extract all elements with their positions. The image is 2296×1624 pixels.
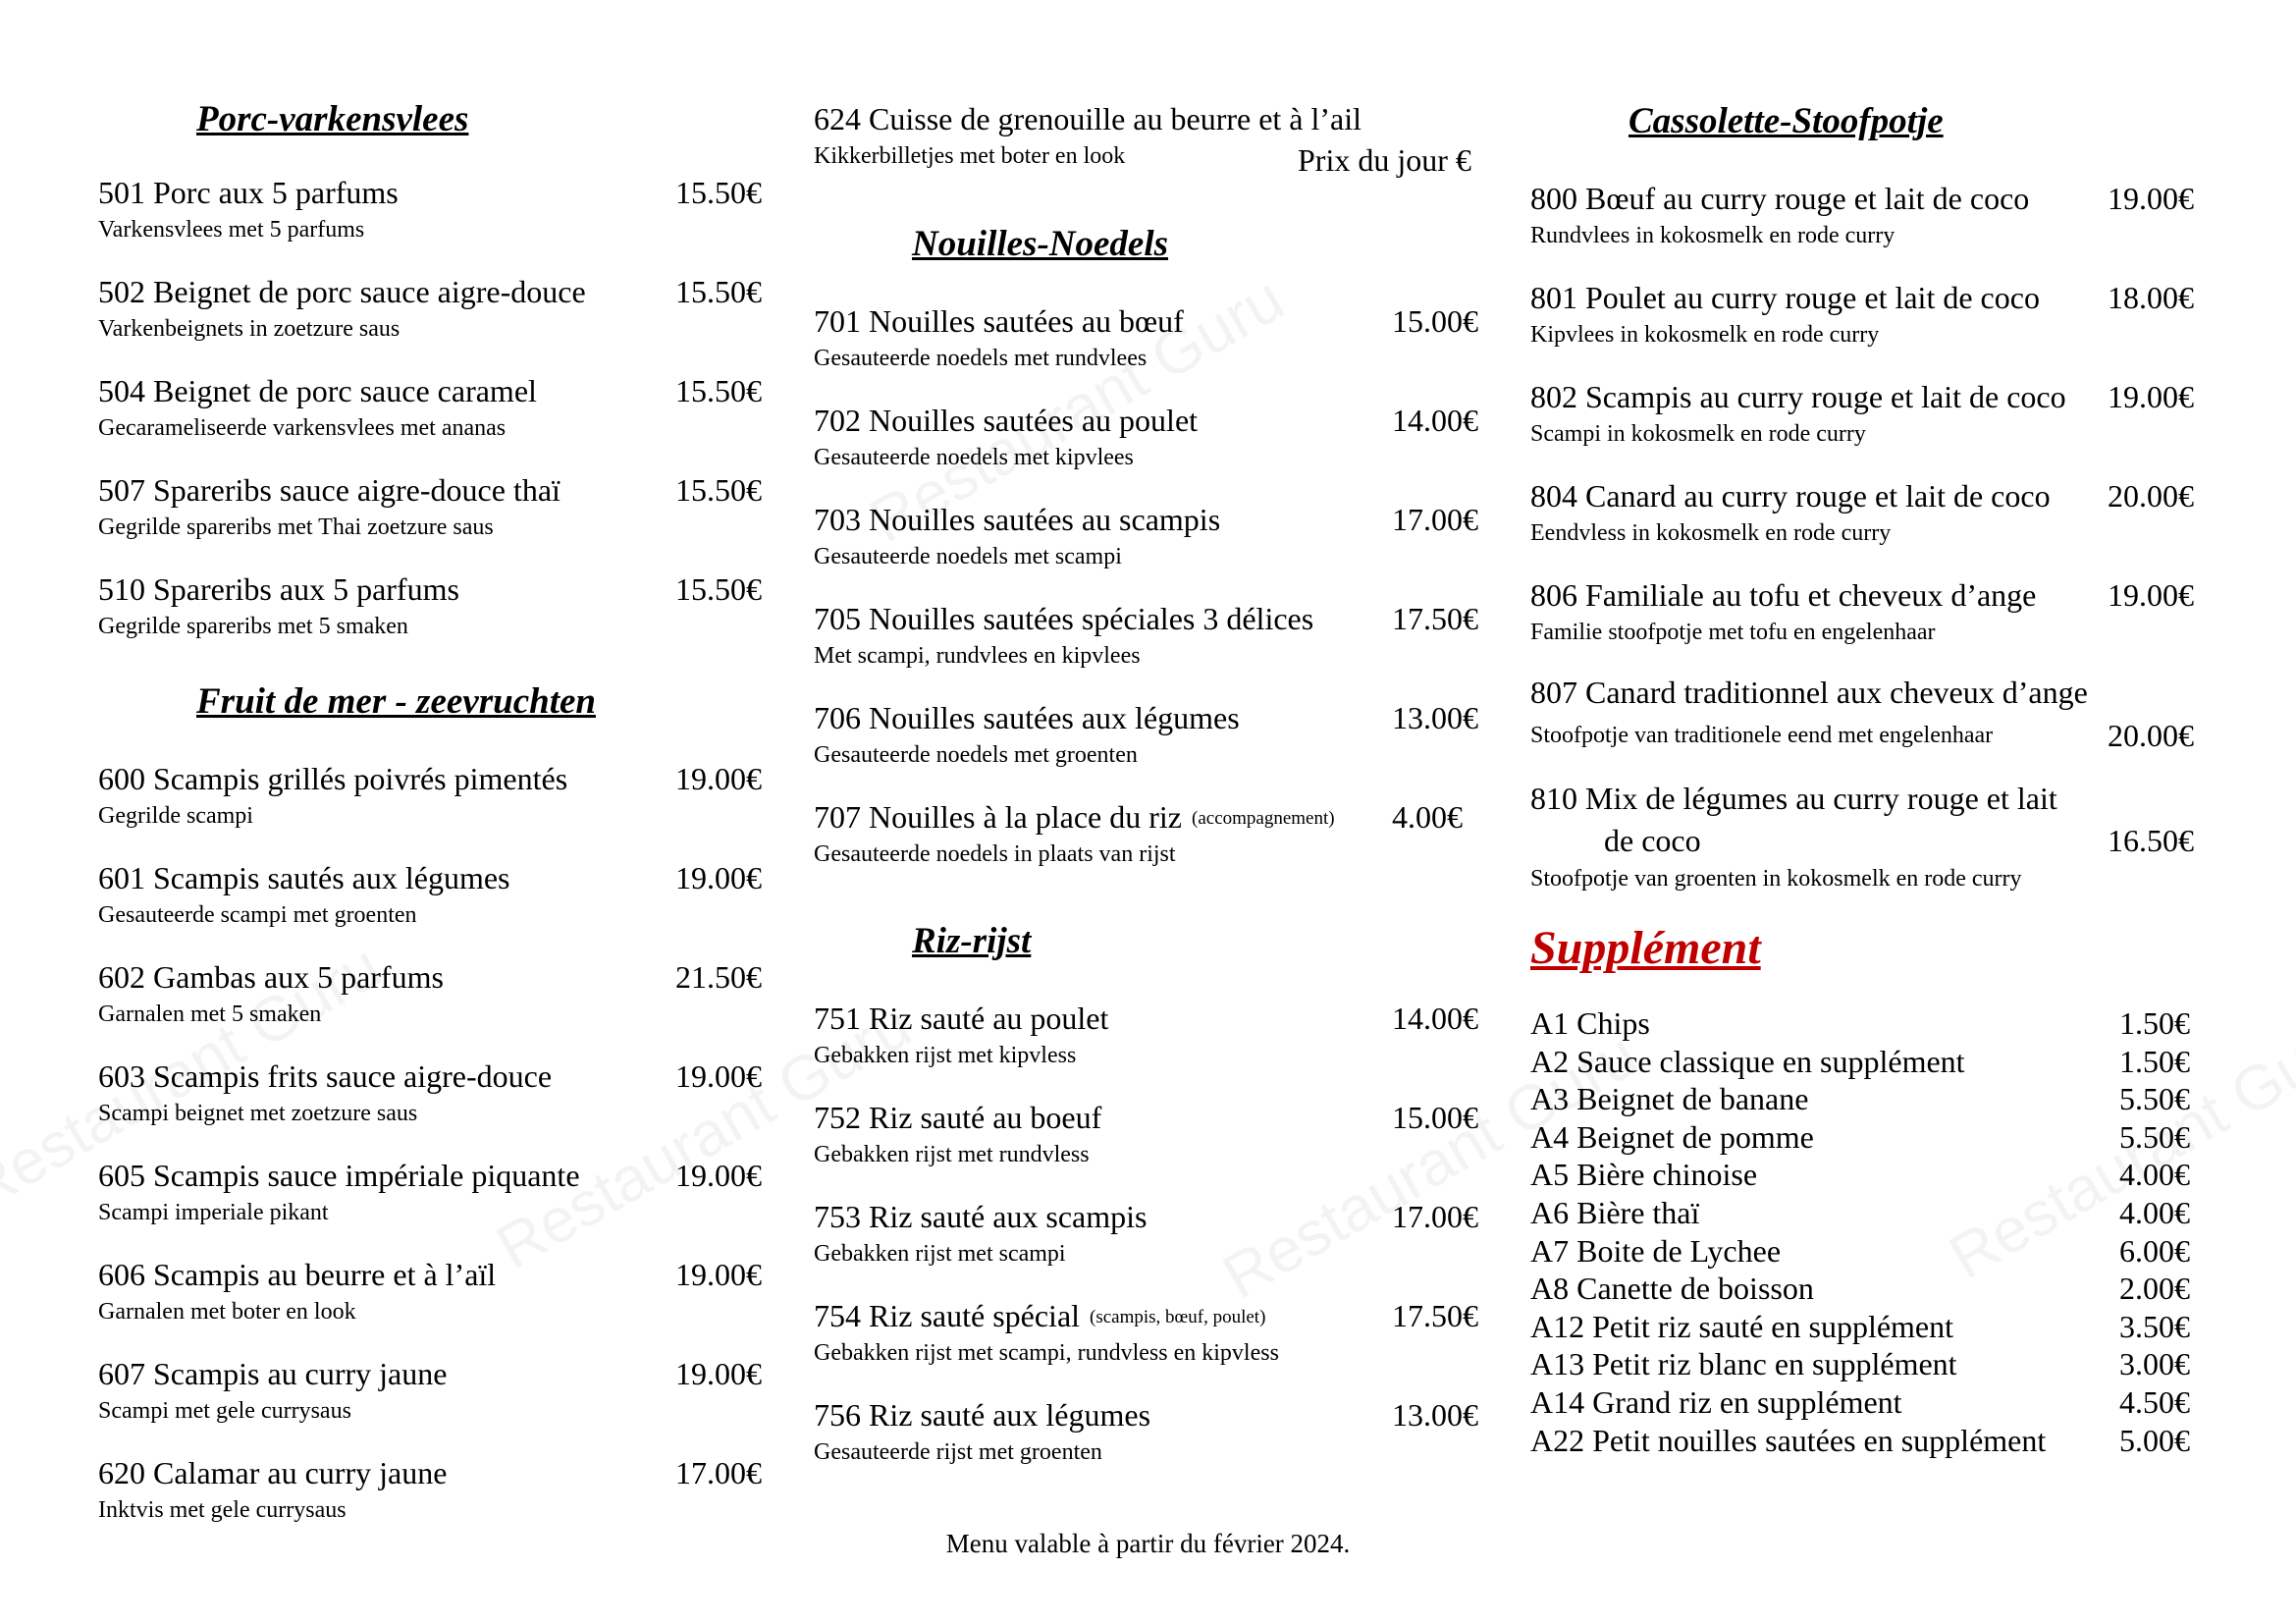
item-name-continued: de coco xyxy=(1604,823,1701,858)
item-name: 706 Nouilles sautées aux légumes xyxy=(814,700,1240,735)
item-name: 602 Gambas aux 5 parfums xyxy=(98,959,444,995)
supplement-name: A6 Bière thaï xyxy=(1530,1195,1700,1230)
item-name: 756 Riz sauté aux légumes xyxy=(814,1397,1151,1433)
item-name: 752 Riz sauté au boeuf xyxy=(814,1100,1102,1135)
item-note: (scampis, bœuf, poulet) xyxy=(1090,1307,1266,1327)
item-name: 504 Beignet de porc sauce caramel xyxy=(98,373,537,408)
item-subtitle: Kikkerbilletjes met boter en look xyxy=(814,143,1126,169)
item-subtitle: Gesauteerde scampi met groenten xyxy=(98,902,417,928)
supplement-item xyxy=(1530,1383,2198,1421)
item-subtitle: Gecarameliseerde varkensvlees met ananas xyxy=(98,415,507,441)
item-subtitle: Gesauteerde noedels met scampi xyxy=(814,544,1122,569)
item-name: 624 Cuisse de grenouille au beurre et à l’ail xyxy=(814,101,1362,136)
supplement-price: 1.50€ xyxy=(2119,1005,2190,1041)
menu-item xyxy=(814,600,1481,688)
item-name: 507 Spareribs sauce aigre-douce thaï xyxy=(98,472,561,508)
supplement-item xyxy=(1530,1004,2198,1042)
section-title-nouilles: Nouilles-Noedels xyxy=(912,224,1169,264)
item-subtitle: Scampi met gele currysaus xyxy=(98,1398,351,1424)
item-price: 19.00€ xyxy=(2108,181,2194,216)
item-name: 605 Scampis sauce impériale piquante xyxy=(98,1158,580,1193)
item-subtitle: Eendvless in kokosmelk en rode curry xyxy=(1530,520,1892,546)
item-name: 807 Canard traditionnel aux cheveux d’ange xyxy=(1530,675,2088,710)
menu-item xyxy=(98,570,766,659)
item-name: 802 Scampis au curry rouge et lait de coco xyxy=(1530,379,2066,414)
item-subtitle: Stoofpotje van traditionele eend met engelenhaar xyxy=(1530,723,1994,748)
menu-validity-footer: Menu valable à partir du février 2024. xyxy=(945,1529,1351,1558)
menu-item xyxy=(1530,180,2198,268)
item-name: 701 Nouilles sautées au bœuf xyxy=(814,303,1184,339)
item-price: 18.00€ xyxy=(2108,280,2194,315)
menu-item xyxy=(98,1057,766,1146)
item-price: 17.50€ xyxy=(1392,1298,1478,1333)
item-name: 703 Nouilles sautées au scampis xyxy=(814,502,1221,537)
menu-item xyxy=(98,372,766,460)
supplement-item xyxy=(1530,1194,2198,1231)
item-price: 15.00€ xyxy=(1392,303,1478,339)
item-name: 804 Canard au curry rouge et lait de coco xyxy=(1530,478,2051,514)
supplement-name: A7 Boite de Lychee xyxy=(1530,1232,1782,1269)
item-price: 15.50€ xyxy=(675,373,762,408)
item-name: 705 Nouilles sautées spéciales 3 délices xyxy=(814,601,1314,636)
item-price: 15.00€ xyxy=(1392,1100,1478,1135)
menu-item xyxy=(814,302,1481,391)
supplement-price: 3.50€ xyxy=(2119,1308,2190,1344)
supplement-item xyxy=(1530,1043,2198,1080)
item-price: 17.50€ xyxy=(1392,601,1478,636)
supplement-name: A14 Grand riz en supplément xyxy=(1530,1384,1902,1420)
item-name: 510 Spareribs aux 5 parfums xyxy=(98,571,459,607)
item-subtitle: Gesauteerde rijst met groenten xyxy=(814,1439,1102,1465)
supplement-price: 4.00€ xyxy=(2119,1195,2190,1230)
menu-item xyxy=(98,273,766,361)
item-price: 13.00€ xyxy=(1392,1397,1478,1433)
menu-item xyxy=(98,1355,766,1443)
supplement-price: 4.50€ xyxy=(2119,1384,2190,1420)
item-subtitle: Gebakken rijst met scampi xyxy=(814,1241,1066,1267)
item-name: 707 Nouilles à la place du riz xyxy=(814,799,1182,835)
item-price: Prix du jour € xyxy=(1298,142,1471,178)
supplement-price: 5.00€ xyxy=(2119,1422,2190,1458)
item-subtitle: Met scampi, rundvlees en kipvlees xyxy=(814,643,1141,669)
item-subtitle: Stoofpotje van groenten in kokosmelk en rode curry xyxy=(1530,866,2022,892)
item-price: 14.00€ xyxy=(1392,403,1478,438)
supplement-price: 5.50€ xyxy=(2119,1118,2190,1155)
supplement-price: 6.00€ xyxy=(2119,1232,2190,1269)
supplement-price: 3.00€ xyxy=(2119,1346,2190,1382)
supplement-name: A4 Beignet de pomme xyxy=(1530,1118,1814,1155)
item-subtitle: Scampi imperiale pikant xyxy=(98,1200,329,1225)
item-price: 17.00€ xyxy=(1392,1199,1478,1234)
supplement-name: A8 Canette de boisson xyxy=(1530,1271,1814,1307)
item-price: 19.00€ xyxy=(675,1356,762,1391)
item-price: 20.00€ xyxy=(2108,718,2194,753)
item-name: 607 Scampis au curry jaune xyxy=(98,1356,448,1391)
menu-item xyxy=(1530,279,2198,367)
menu-item xyxy=(814,699,1481,787)
item-subtitle: Gesauteerde noedels met groenten xyxy=(814,742,1138,768)
item-subtitle: Gesauteerde noedels met kipvlees xyxy=(814,445,1134,470)
item-subtitle: Gebakken rijst met kipvless xyxy=(814,1043,1077,1068)
menu-item xyxy=(814,1000,1481,1088)
item-subtitle: Gesauteerde noedels in plaats van rijst xyxy=(814,841,1176,867)
item-price: 13.00€ xyxy=(1392,700,1478,735)
item-subtitle: Kipvlees in kokosmelk en rode curry xyxy=(1530,322,1880,348)
item-name: 702 Nouilles sautées au poulet xyxy=(814,403,1199,438)
menu-item xyxy=(1530,477,2198,566)
item-name: 806 Familiale au tofu et cheveux d’ange xyxy=(1530,577,2037,613)
menu-item xyxy=(98,760,766,848)
menu-item xyxy=(814,1099,1481,1187)
supplement-price: 4.00€ xyxy=(2119,1157,2190,1193)
menu-item xyxy=(814,1297,1481,1385)
item-price: 19.00€ xyxy=(2108,379,2194,414)
item-subtitle: Scampi beignet met zoetzure saus xyxy=(98,1101,418,1126)
menu-item xyxy=(814,1198,1481,1286)
item-price: 20.00€ xyxy=(2108,478,2194,514)
item-name: 501 Porc aux 5 parfums xyxy=(98,175,399,210)
item-name: 603 Scampis frits sauce aigre-douce xyxy=(98,1058,553,1094)
supplement-name: A22 Petit nouilles sautées en supplément xyxy=(1530,1422,2047,1458)
menu-item xyxy=(98,1157,766,1245)
item-name: 753 Riz sauté aux scampis xyxy=(814,1199,1148,1234)
menu-item xyxy=(1530,378,2198,466)
item-name: 751 Riz sauté au poulet xyxy=(814,1001,1109,1036)
supplement-item xyxy=(1530,1156,2198,1193)
item-name: 620 Calamar au curry jaune xyxy=(98,1455,448,1490)
item-name: 801 Poulet au curry rouge et lait de coco xyxy=(1530,280,2040,315)
item-subtitle: Varkenbeignets in zoetzure saus xyxy=(98,316,400,342)
item-subtitle: Inktvis met gele currysaus xyxy=(98,1497,347,1523)
supplement-item xyxy=(1530,1345,2198,1382)
supplement-item xyxy=(1530,1232,2198,1270)
item-name: 606 Scampis au beurre et à l’aïl xyxy=(98,1257,497,1292)
item-subtitle: Gesauteerde noedels met rundvlees xyxy=(814,346,1148,371)
supplement-item xyxy=(1530,1118,2198,1156)
item-subtitle: Gegrilde scampi xyxy=(98,803,253,829)
item-price: 15.50€ xyxy=(675,571,762,607)
item-price: 16.50€ xyxy=(2108,823,2194,858)
item-price: 19.00€ xyxy=(675,1158,762,1193)
item-subtitle: Gebakken rijst met rundvless xyxy=(814,1142,1090,1167)
item-price: 21.50€ xyxy=(675,959,762,995)
supplement-price: 5.50€ xyxy=(2119,1081,2190,1117)
item-name: 601 Scampis sautés aux légumes xyxy=(98,860,510,895)
item-price: 15.50€ xyxy=(675,274,762,309)
supplement-name: A2 Sauce classique en supplément xyxy=(1530,1043,1965,1079)
supplement-item xyxy=(1530,1080,2198,1117)
item-price: 19.00€ xyxy=(2108,577,2194,613)
item-price: 17.00€ xyxy=(675,1455,762,1490)
item-price: 19.00€ xyxy=(675,1257,762,1292)
item-subtitle: Varkensvlees met 5 parfums xyxy=(98,217,365,243)
item-price: 17.00€ xyxy=(1392,502,1478,537)
item-subtitle: Garnalen met 5 smaken xyxy=(98,1001,322,1027)
supplement-price: 1.50€ xyxy=(2119,1043,2190,1079)
supplement-name: A12 Petit riz sauté en supplément xyxy=(1530,1308,1954,1344)
item-name: 800 Bœuf au curry rouge et lait de coco xyxy=(1530,181,2030,216)
item-price: 19.00€ xyxy=(675,1058,762,1094)
item-name: 600 Scampis grillés poivrés pimentés xyxy=(98,761,568,796)
menu-item xyxy=(98,471,766,560)
menu-item-810 xyxy=(1530,780,2198,897)
item-price: 19.00€ xyxy=(675,761,762,796)
item-subtitle: Scampi in kokosmelk en rode curry xyxy=(1530,421,1866,447)
menu-item xyxy=(814,501,1481,589)
item-name: 810 Mix de légumes au curry rouge et lait xyxy=(1530,781,2057,816)
section-title-porc: Porc-varkensvlees xyxy=(196,99,469,139)
item-price: 15.50€ xyxy=(675,472,762,508)
item-name: 502 Beignet de porc sauce aigre-douce xyxy=(98,274,586,309)
item-price: 14.00€ xyxy=(1392,1001,1478,1036)
menu-item xyxy=(98,859,766,947)
supplement-item xyxy=(1530,1422,2198,1459)
section-title-supplement: Supplément xyxy=(1530,922,1761,974)
item-subtitle: Familie stoofpotje met tofu en engelenhaar xyxy=(1530,620,1936,645)
item-name: 754 Riz sauté spécial xyxy=(814,1298,1081,1333)
item-price: 15.50€ xyxy=(675,175,762,210)
menu-item xyxy=(98,958,766,1047)
menu-item xyxy=(814,798,1481,887)
item-subtitle: Gebakken rijst met scampi, rundvless en kipvless xyxy=(814,1340,1279,1366)
supplement-name: A13 Petit riz blanc en supplément xyxy=(1530,1346,1957,1382)
supplement-item xyxy=(1530,1308,2198,1345)
item-price: 19.00€ xyxy=(675,860,762,895)
supplement-price: 2.00€ xyxy=(2119,1271,2190,1307)
menu-item xyxy=(814,1396,1481,1485)
menu-item xyxy=(98,1256,766,1344)
supplement-name: A5 Bière chinoise xyxy=(1530,1157,1758,1193)
menu-item-624 xyxy=(814,100,1481,189)
supplement-name: A1 Chips xyxy=(1530,1005,1650,1041)
menu-item xyxy=(814,402,1481,490)
menu-item xyxy=(98,174,766,262)
menu-item-807 xyxy=(1530,674,2198,762)
menu-item xyxy=(1530,576,2198,665)
section-title-fruit-de-mer: Fruit de mer - zeevruchten xyxy=(196,681,596,722)
item-price: 4.00€ xyxy=(1392,799,1463,835)
section-title-cassolette: Cassolette-Stoofpotje xyxy=(1629,101,1944,141)
supplement-item xyxy=(1530,1270,2198,1307)
item-subtitle: Gegrilde spareribs met Thai zoetzure saus xyxy=(98,514,494,540)
item-subtitle: Rundvlees in kokosmelk en rode curry xyxy=(1530,223,1896,248)
supplement-name: A3 Beignet de banane xyxy=(1530,1081,1809,1117)
item-note: (accompagnement) xyxy=(1192,808,1335,829)
item-subtitle: Gegrilde spareribs met 5 smaken xyxy=(98,614,408,639)
section-title-riz: Riz-rijst xyxy=(912,921,1032,961)
item-subtitle: Garnalen met boter en look xyxy=(98,1299,356,1325)
